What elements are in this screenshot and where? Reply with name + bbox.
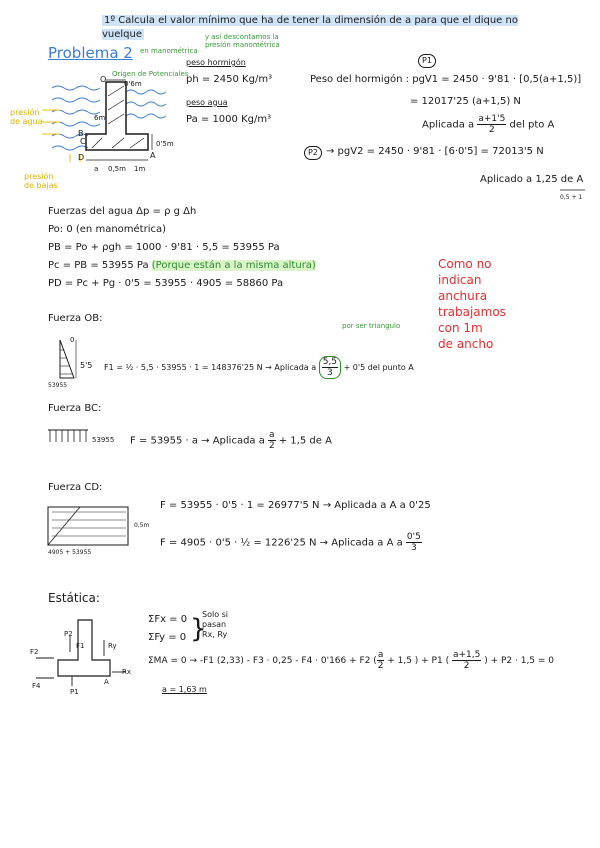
pressure-c: Pc = PB = 53955 Pa (Porque están a la misma altura) <box>48 260 316 271</box>
label-mid-bottom: 0,5m <box>108 165 126 173</box>
statics-f1: F1 <box>76 642 85 650</box>
pressure-b: PB = Po + ρgh = 1000 · 9'81 · 5,5 = 53955 Pa <box>48 242 280 253</box>
cd-equation-1: F = 53955 · 0'5 · 1 = 26977'5 N → Aplicada a A a 0'25 <box>160 500 431 511</box>
statics-a: A <box>104 678 109 686</box>
force-cd-title: Fuerza CD: <box>48 482 103 493</box>
p1-line1: Peso del hormigón : pgV1 = 2450 · 9'81 · [0,5(a+1,5)] <box>310 74 582 85</box>
ob-equation: F1 = ½ · 5,5 · 53955 · 1 = 148376'25 N → Aplicada a $\frac{5,5}{3}$ + 0'5 del punto A <box>104 357 414 378</box>
statics-rx: Rx <box>122 668 132 676</box>
ob-bottom-label: 53955 <box>48 382 68 389</box>
cd-bottom-label: 4905 + 53955 <box>48 549 92 556</box>
note-discount: y así descontamos la presión manométrica <box>205 33 280 49</box>
point-b: B <box>78 129 84 138</box>
p2-small: 0,5 + 1 <box>560 194 583 201</box>
side-label-bottom: presión de bajas <box>24 172 58 190</box>
concrete-value: ph = 2450 Kg/m³ <box>186 74 273 85</box>
brace-note: Solo si pasan Rx, Ry <box>202 610 229 639</box>
origin-label: Origen de Potenciales <box>112 70 189 78</box>
dim-right: 0'5m <box>156 140 174 148</box>
side-label-water: presión de agua <box>10 108 43 126</box>
p2-line2: Aplicado a 1,25 de A <box>480 174 584 185</box>
dim-left: 6m <box>94 114 106 122</box>
force-bc-title: Fuerza BC: <box>48 403 102 414</box>
statics-title: Estática: <box>48 591 100 605</box>
point-a: A <box>150 151 156 160</box>
p1-line2: = 12017'25 (a+1,5) N <box>410 96 521 107</box>
p2-line1: → pgV2 = 2450 · 9'81 · [6·0'5] = 72013'5 N <box>326 146 544 157</box>
force-ob-title: Fuerza OB: <box>48 313 103 324</box>
label-a-bottom: a <box>94 165 99 173</box>
bc-left-label: 53955 <box>92 436 115 444</box>
problem-statement: 1º Calcula el valor mínimo que ha de tener la dimensión de a para que el dique no vuelque <box>102 15 518 40</box>
statics-p2: P2 <box>64 630 73 638</box>
point-o: O <box>100 75 107 84</box>
red-note: Como no indican anchura trabajamos con 1m de ancho <box>438 257 506 351</box>
pressure-d: PD = Pc + Pg · 0'5 = 53955 · 4905 = 58860 Pa <box>48 278 284 289</box>
p2-tag: P2 <box>304 146 322 160</box>
note-manometric: en manométrica <box>140 47 198 55</box>
pressure-o: Po: 0 (en manométrica) <box>48 224 167 235</box>
dim-top: 0'6m <box>124 80 142 88</box>
ob-note: por ser triangulo <box>342 322 401 330</box>
water-forces-title: Fuerzas del agua Δp = ρ g Δh <box>48 206 197 217</box>
eq-fx: ΣFx = 0 <box>148 614 188 625</box>
concrete-label: peso hormigón <box>186 58 246 67</box>
point-c: C <box>80 137 86 146</box>
p1-line3: Aplicada a $\frac{a+1'5}{2}$ del pto A <box>422 114 555 135</box>
brace-icon: } <box>190 614 207 644</box>
label-right-bottom: 1m <box>134 165 146 173</box>
p1-tag: P1 <box>418 54 436 68</box>
ob-top-label: 0 <box>70 336 75 344</box>
statics-p1: P1 <box>70 688 79 696</box>
page-title: Problema 2 <box>48 44 133 62</box>
bc-equation: F = 53955 · a → Aplicada a $\frac{a}{2}$ + 1,5 de A <box>130 430 332 451</box>
result: a = 1,63 m <box>162 685 207 694</box>
statics-f2: F2 <box>30 648 39 656</box>
water-value: Pa = 1000 Kg/m³ <box>186 114 272 125</box>
ob-side-label: 5'5 <box>80 361 93 370</box>
statics-ry: Ry <box>108 642 117 650</box>
point-d: D <box>78 153 85 162</box>
statics-f4: F4 <box>32 682 41 690</box>
cd-equation-2: F = 4905 · 0'5 · ½ = 1226'25 N → Aplicada a A a $\frac{0'5}{3}$ <box>160 532 421 553</box>
eq-fy: ΣFy = 0 <box>148 632 187 643</box>
water-label: peso agua <box>186 98 228 107</box>
eq-moments: ΣMA = 0 → -F1 (2,33) - F3 · 0,25 - F4 · 0'166 + F2 ( $\frac{a}{2}$ + 1,5 ) + P1 ( $\frac{a+1,5}{2}$ ) + P2 · 1,5 = 0 <box>148 650 555 671</box>
cd-side-label: 0,5m <box>134 522 150 529</box>
